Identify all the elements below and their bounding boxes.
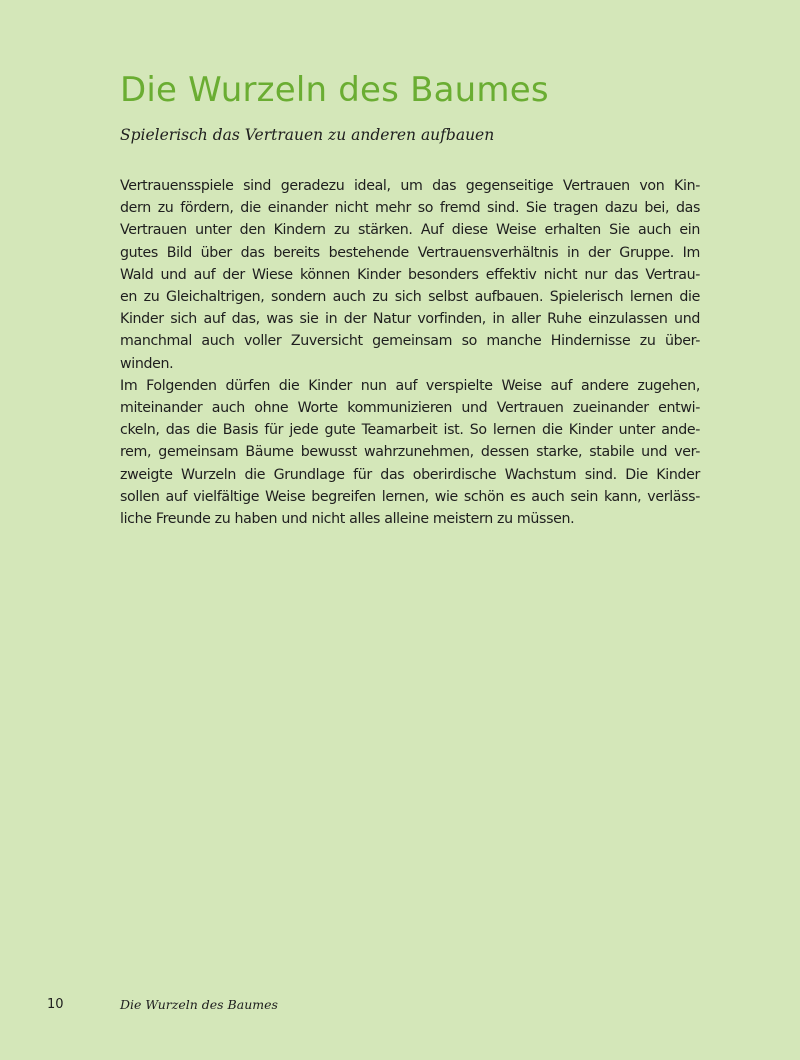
text-line: dern zu fördern, die einander nicht mehr so fremd sind. Sie tragen dazu bei, das [120, 200, 700, 217]
text-line: zweigte Wurzeln die Grundlage für das oberirdische Wachstum sind. Die Kinder [120, 466, 700, 483]
text-line: Vertrauen unter den Kindern zu stärken. Auf diese Weise erhalten Sie auch ein [120, 222, 700, 239]
text-line: winden. [120, 355, 174, 372]
text-line: liche Freunde zu haben und nicht alles alleine meistern zu müssen. [120, 511, 575, 528]
text-line: en zu Gleichaltrigen, sondern auch zu sich selbst aufbauen. Spielerisch lernen die [120, 289, 700, 306]
text-line: Wald und auf der Wiese können Kinder besonders effektiv nicht nur das Vertrau- [120, 266, 700, 283]
paragraph [120, 175, 700, 375]
text-line: Vertrauensspiele sind geradezu ideal, um das gegenseitige Vertrauen von Kin- [120, 178, 700, 194]
running-title: Die Wurzeln des Baumes [120, 997, 278, 1012]
text-line: sollen auf vielfältige Weise begreifen lernen, wie schön es auch sein kann, verläss- [120, 488, 700, 505]
text-line: ckeln, das die Basis für jede gute Teamarbeit ist. So lernen die Kinder unter ande- [120, 422, 700, 439]
text-line: Kinder sich auf das, was sie in der Natur vorfinden, in aller Ruhe einzulassen und [120, 311, 700, 328]
page-subtitle: Spielerisch das Vertrauen zu anderen aufbauen [120, 126, 495, 144]
text-line: gutes Bild über das bereits bestehende Vertrauensverhältnis in der Gruppe. Im [120, 244, 700, 261]
text-line: miteinander auch ohne Worte kommunizieren und Vertrauen zueinander entwi- [120, 400, 700, 417]
page-number: 10 [47, 997, 64, 1012]
page-title: Die Wurzeln des Baumes [120, 70, 549, 110]
text-line: Im Folgenden dürfen die Kinder nun auf verspielte Weise auf andere zugehen, [120, 377, 700, 394]
text-line: rem, gemeinsam Bäume bewusst wahrzunehmen, dessen starke, stabile und ver- [120, 444, 700, 461]
text-line: manchmal auch voller Zuversicht gemeinsam so manche Hindernisse zu über- [120, 333, 700, 350]
paragraph [120, 375, 700, 530]
body-text [120, 175, 700, 530]
